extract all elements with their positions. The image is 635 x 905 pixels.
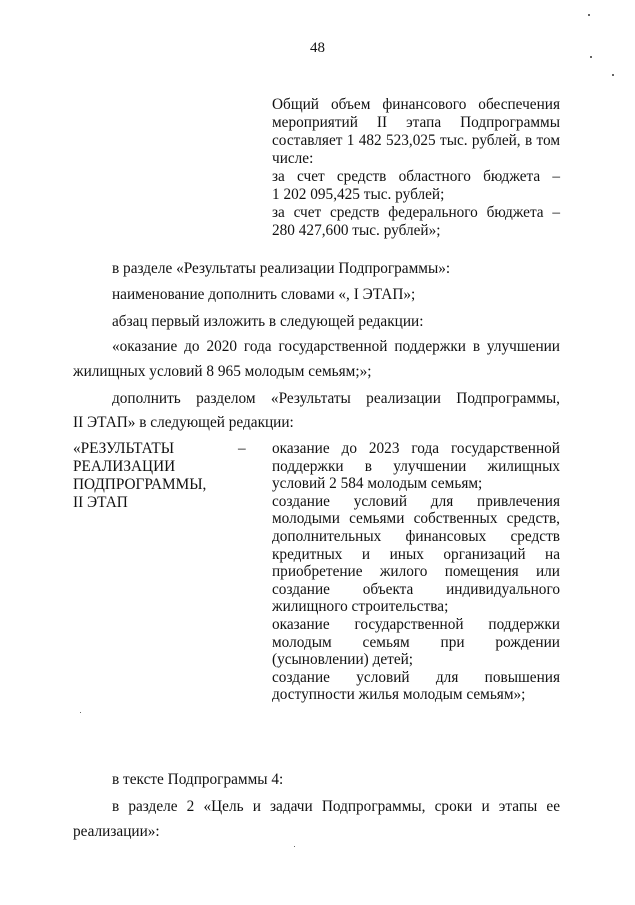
paragraph-support-line2: жилищных условий 8 965 молодым семьям;»; bbox=[73, 363, 372, 380]
results-heading-line: РЕАЛИЗАЦИИ bbox=[73, 458, 176, 475]
paragraph-results-section: в разделе «Результаты реализации Подпрограммы»: bbox=[112, 260, 451, 277]
results-line: жилищного строительства; bbox=[272, 598, 449, 616]
paragraph-add-section-line1: дополнить разделом «Результаты реализации Подпрограммы, bbox=[112, 390, 560, 407]
financing-line: 1 202 095,425 тыс. рублей; bbox=[272, 186, 445, 203]
financing-block bbox=[272, 96, 560, 240]
results-line: поддержки в улучшении жилищных bbox=[272, 457, 560, 475]
financing-line: за счет средств областного бюджета – bbox=[272, 168, 560, 185]
paragraph-add-section-line2: II ЭТАП» в следующей редакции: bbox=[73, 414, 294, 431]
financing-line: мероприятий II этапа Подпрограммы bbox=[272, 114, 560, 131]
paragraph-subprogram-4: в тексте Подпрограммы 4: bbox=[112, 771, 284, 788]
scan-speck bbox=[588, 14, 590, 16]
financing-line: Общий объем финансового обеспечения bbox=[272, 96, 560, 113]
results-line: молодыми семьями собственных средств, bbox=[272, 510, 560, 528]
results-line: (усыновлении) детей; bbox=[272, 651, 414, 669]
financing-line: 280 427,600 тыс. рублей»; bbox=[272, 222, 441, 239]
results-line: доступности жилья молодым семьям»; bbox=[272, 686, 526, 704]
paragraph-section-2-line2: реализации»: bbox=[73, 823, 160, 840]
results-line: молодым семьям при рождении bbox=[272, 633, 560, 651]
results-line: создание условий для повышения bbox=[272, 668, 560, 686]
financing-line: составляет 1 482 523,025 тыс. рублей, в том bbox=[272, 132, 560, 149]
results-line: приобретение жилого помещения или bbox=[272, 563, 560, 581]
financing-line: числе: bbox=[272, 150, 314, 167]
results-heading bbox=[73, 440, 243, 512]
results-line: дополнительных финансовых средств bbox=[272, 527, 560, 545]
results-heading-line: «РЕЗУЛЬТАТЫ bbox=[73, 440, 175, 457]
results-line: условий 2 584 молодым семьям; bbox=[272, 475, 483, 493]
results-line: оказание до 2023 года государственной bbox=[272, 440, 560, 457]
results-list bbox=[272, 440, 560, 704]
results-heading-line: II ЭТАП bbox=[73, 494, 128, 511]
paragraph-support-line1: «оказание до 2020 года государственной поддержки в улучшении bbox=[112, 338, 560, 355]
scan-speck bbox=[294, 846, 295, 847]
paragraph-name-amendment: наименование дополнить словами «, I ЭТАП»; bbox=[112, 286, 416, 303]
page-number: 48 bbox=[310, 40, 325, 56]
financing-line: за счет средств федерального бюджета – bbox=[272, 204, 560, 221]
paragraph-section-2-line1: в разделе 2 «Цель и задачи Подпрограммы, сроки и этапы ее bbox=[112, 798, 560, 815]
results-heading-line: ПОДПРОГРАММЫ, bbox=[73, 476, 207, 493]
results-line: создание условий для привлечения bbox=[272, 492, 560, 510]
results-line: создание объекта индивидуального bbox=[272, 580, 560, 598]
scan-speck bbox=[612, 74, 614, 76]
scan-speck bbox=[590, 56, 592, 58]
results-line: кредитных и иных организаций на bbox=[272, 545, 560, 563]
results-line: оказание государственной поддержки bbox=[272, 615, 560, 633]
results-dash: – bbox=[238, 440, 246, 457]
paragraph-first-abzac: абзац первый изложить в следующей редакции: bbox=[112, 313, 424, 330]
scan-speck bbox=[80, 712, 81, 713]
